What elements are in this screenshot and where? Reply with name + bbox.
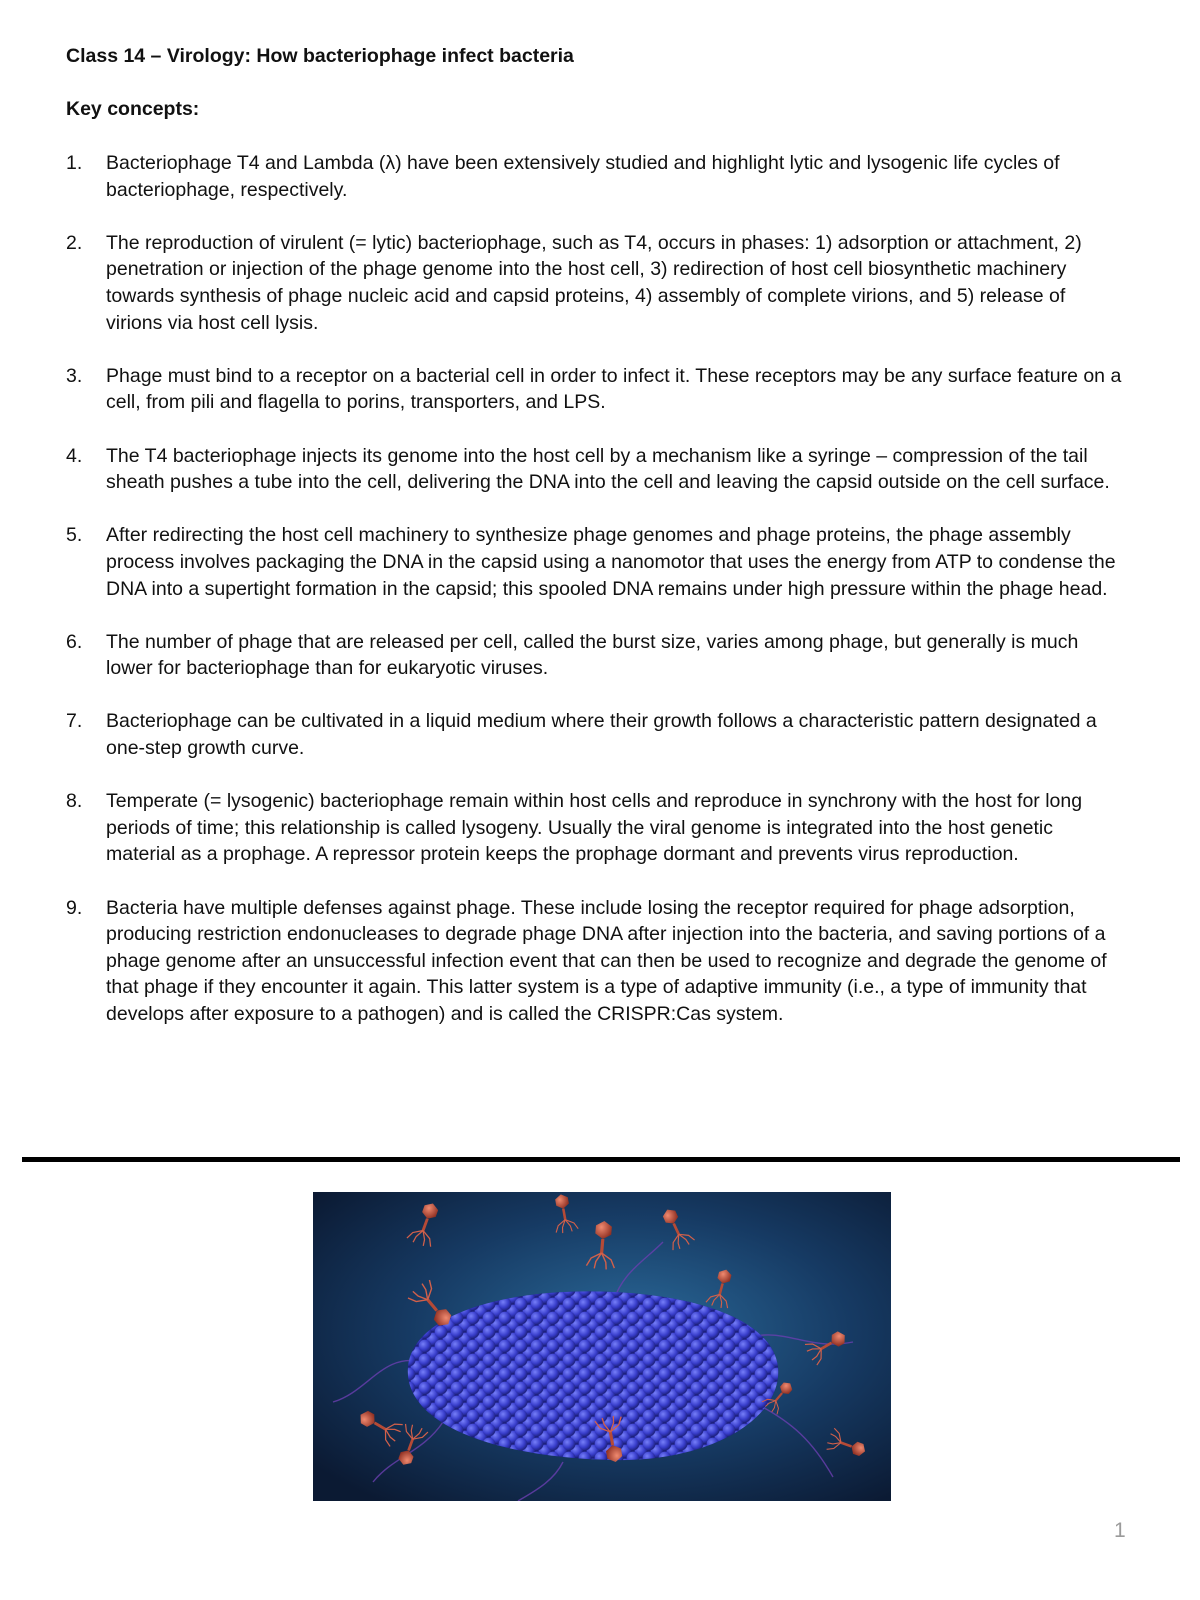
concept-number: 4. bbox=[66, 444, 83, 467]
concept-number: 1. bbox=[66, 152, 83, 174]
key-concepts-list bbox=[66, 150, 1126, 1054]
concept-number: 2. bbox=[66, 231, 83, 254]
concept-item bbox=[66, 363, 1126, 416]
concept-text: After redirecting the host cell machinery to synthesize phage genomes and phage proteins, the phage assembly process involves packaging the DNA in the capsid using a nanomotor that uses the energy from ATP to condense the DNA into a supertight formation in the capsid; this spooled DNA remains under high pressure within the phage head. bbox=[106, 524, 1116, 600]
concept-item bbox=[66, 708, 1126, 761]
concept-item bbox=[66, 150, 1126, 203]
concept-text: Temperate (= lysogenic) bacteriophage remain within host cells and reproduce in synchrony with the host for long periods of time; this relationship is called lysogeny. Usually the viral genome is integrated into the host genetic material as a prophage. A repressor protein keeps the prophage dormant and prevents virus reproduction. bbox=[106, 790, 1083, 866]
bacteriophage-illustration bbox=[313, 1192, 891, 1501]
concept-item bbox=[66, 895, 1126, 1028]
concept-text: The T4 bacteriophage injects its genome into the host cell by a mechanism like a syringe – compression of the tail sheath pushes a tube into the cell, delivering the DNA into the cell and leaving the capsid outside on the cell surface. bbox=[106, 444, 1110, 494]
concept-number: 9. bbox=[66, 896, 83, 919]
concept-number: 8. bbox=[66, 790, 83, 813]
concept-text: The reproduction of virulent (= lytic) bacteriophage, such as T4, occurs in phases: 1) adsorption or attachment, 2) penetration or injection of the phage genome into the host cell, 3) redirection of host cell biosynthetic machinery towards synthesis of phage nucleic acid and capsid proteins, 4) assembly of complete virions, and 5) release of virions via host cell lysis. bbox=[106, 231, 1082, 334]
concept-number: 7. bbox=[66, 710, 83, 733]
concept-number: 3. bbox=[66, 364, 83, 387]
page-number: 1 bbox=[1114, 1519, 1126, 1542]
concept-number: 5. bbox=[66, 524, 83, 547]
concept-item bbox=[66, 522, 1126, 602]
concept-item bbox=[66, 443, 1126, 496]
concept-text: Bacteriophage can be cultivated in a liquid medium where their growth follows a characteristic pattern designated a one-step growth curve. bbox=[106, 710, 1097, 760]
key-concepts-heading: Key concepts: bbox=[66, 98, 200, 120]
concept-text: Bacteria have multiple defenses against phage. These include losing the receptor required for phage adsorption, producing restriction endonucleases to degrade phage DNA after injection into the bacteria, and saving portions of a phage genome after an unsuccessful infection event that can then be used to recognize and degrade the genome of that phage if they encounter it again. This latter system is a type of adaptive immunity (i.e., a type of immunity that develops after exposure to a pathogen) and is called the CRISPR:Cas system. bbox=[106, 896, 1107, 1025]
concept-item bbox=[66, 788, 1126, 868]
concept-number: 6. bbox=[66, 630, 83, 653]
document-title: Class 14 – Virology: How bacteriophage infect bacteria bbox=[66, 45, 574, 67]
concept-text: Phage must bind to a receptor on a bacterial cell in order to infect it. These receptors may be any surface feature on a cell, from pili and flagella to porins, transporters, and LPS. bbox=[106, 364, 1122, 414]
concept-text: The number of phage that are released per cell, called the burst size, varies among phage, but generally is much lower for bacteriophage than for eukaryotic viruses. bbox=[106, 630, 1079, 680]
horizontal-divider bbox=[22, 1157, 1180, 1162]
concept-item bbox=[66, 629, 1126, 682]
concept-item bbox=[66, 230, 1126, 336]
concept-text: Bacteriophage T4 and Lambda (λ) have been extensively studied and highlight lytic and lysogenic life cycles of bacteriophage, respectively. bbox=[106, 152, 1060, 201]
